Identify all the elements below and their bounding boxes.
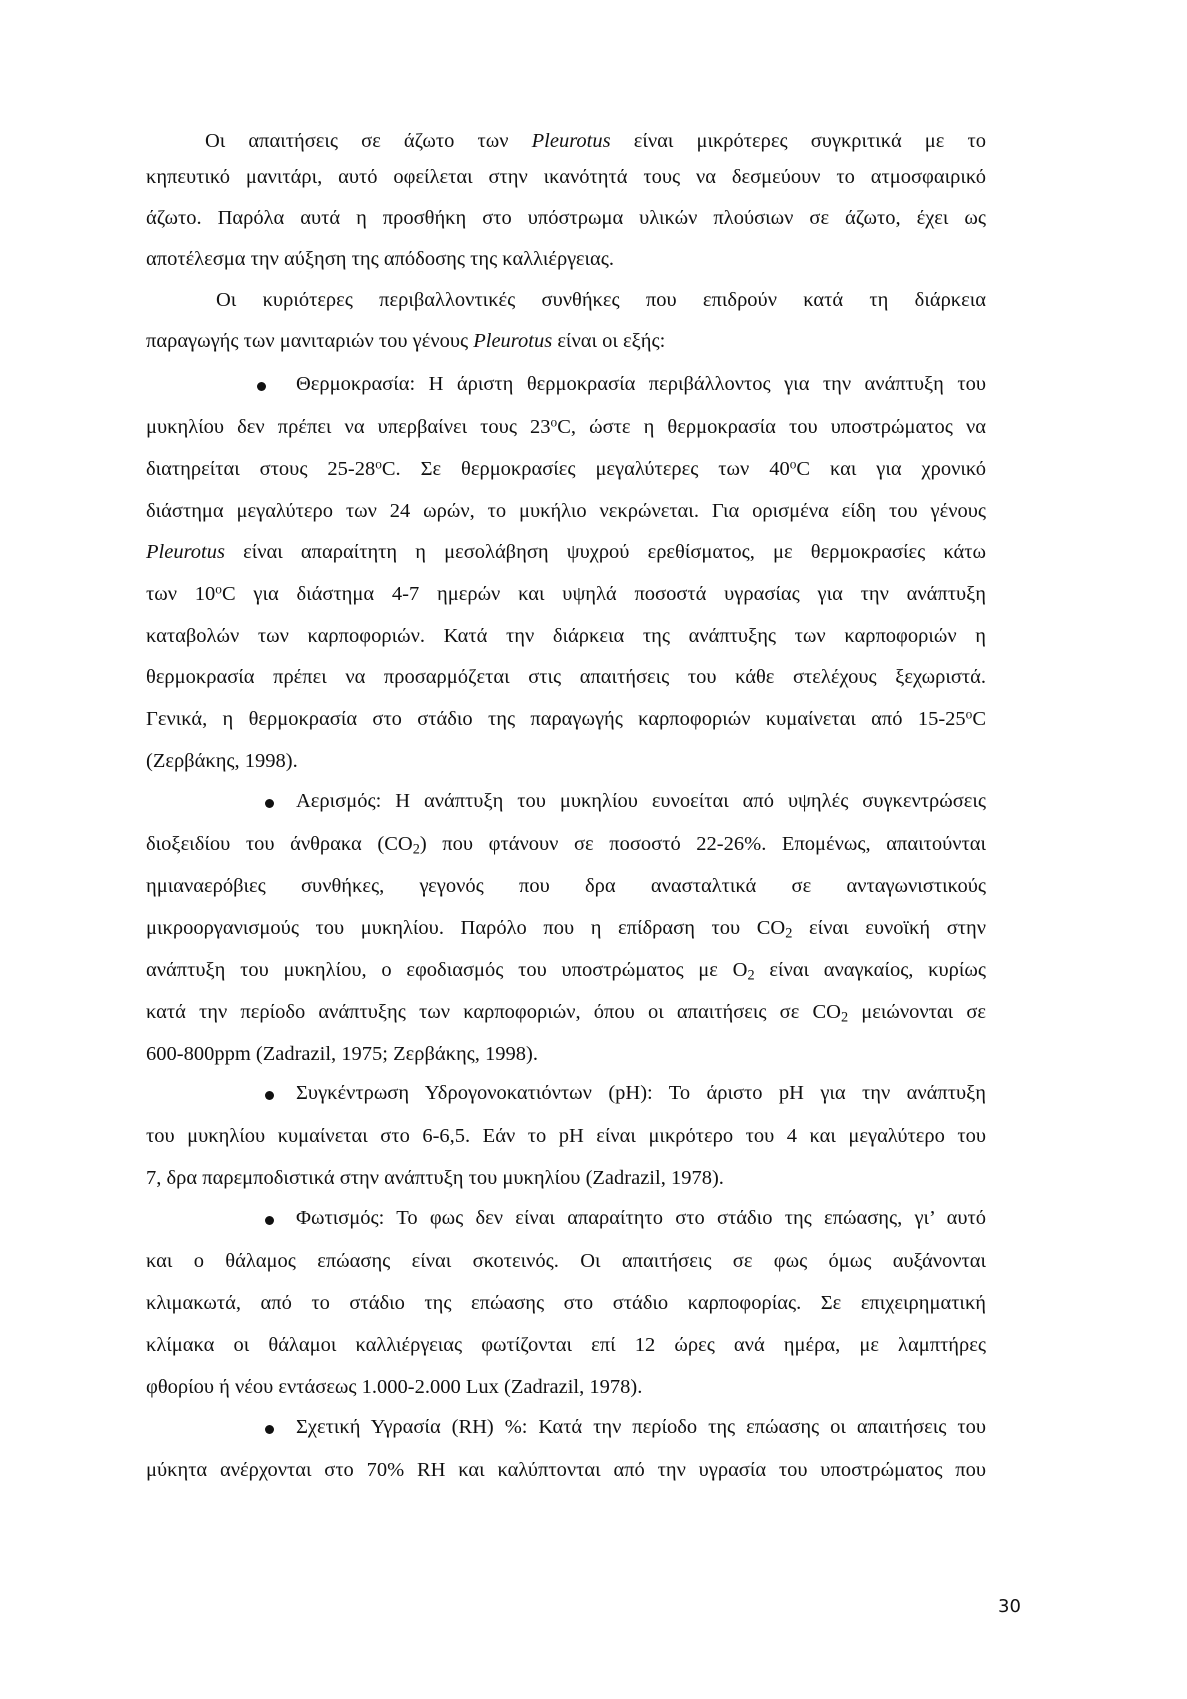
text-line: παραγωγής των μανιταριών του γένους Pleurotus είναι οι εξής: <box>146 330 666 352</box>
genus-name: Pleurotus <box>473 330 553 352</box>
text-line: μικροοργανισμούς του μυκηλίου. Παρόλο που η επίδραση του $CO_2$ είναι ευνοϊκή στην <box>146 917 986 942</box>
text-line: φθορίου ή νέου εντάσεως 1.000-2.000 Lux (Zadrazil, 1978). <box>146 1376 643 1398</box>
text-line: (Ζερβάκης, 1998). <box>146 750 298 772</box>
text-line: του μυκηλίου κυμαίνεται στο 6-6,5. Εάν το pH είναι μικρότερο του 4 και μεγαλύτερο του <box>146 1125 986 1147</box>
text-line: Οι κυριότερες περιβαλλοντικές συνθήκες που επιδρούν κατά τη διάρκεια <box>216 289 986 311</box>
text-line: Οι απαιτήσεις σε άζωτο των Pleurotus είναι μικρότερες συγκριτικά με το <box>205 130 986 152</box>
text-line: Pleurotus είναι απαραίτητη η μεσολάβηση ψυχρού ερεθίσματος, με θερμοκρασίες κάτω <box>146 541 986 563</box>
text-line: 7, δρα παρεμποδιστικά στην ανάπτυξη του μυκηλίου (Zadrazil, 1978). <box>146 1167 724 1189</box>
text-line: αποτέλεσμα την αύξηση της απόδοσης της καλλιέργειας. <box>146 248 614 270</box>
text-line: Θερμοκρασία: Η άριστη θερμοκρασία περιβάλλοντος για την ανάπτυξη του <box>296 373 986 395</box>
text-line: άζωτο. Παρόλα αυτά η προσθήκη στο υπόστρωμα υλικών πλούσιων σε άζωτο, έχει ως <box>146 207 986 229</box>
page-number: 30 <box>998 1596 1021 1617</box>
text-line: 600-800ppm (Zadrazil, 1975; Ζερβάκης, 1998). <box>146 1043 538 1065</box>
text-line: και ο θάλαμος επώασης είναι σκοτεινός. Οι απαιτήσεις σε φως όμως αυξάνονται <box>146 1250 986 1272</box>
text-line: των 10$^o$C για διάστημα 4-7 ημερών και υψηλά ποσοστά υγρασίας για την ανάπτυξη <box>146 581 986 605</box>
text-line: θερμοκρασία πρέπει να προσαρμόζεται στις απαιτήσεις του κάθε στελέχους ξεχωριστά. <box>146 666 986 688</box>
text-line: διάστημα μεγαλύτερο των 24 ωρών, το μυκήλιο νεκρώνεται. Για ορισμένα είδη του γένους <box>146 500 986 522</box>
text-line: Σχετική Υγρασία (RH) %: Κατά την περίοδο της επώασης οι απαιτήσεις του <box>296 1416 986 1438</box>
text-line: μυκηλίου δεν πρέπει να υπερβαίνει τους 23$^o$C, ώστε η θερμοκρασία του υποστρώματος να <box>146 414 986 438</box>
text-line: Συγκέντρωση Υδρογονοκατιόντων (pH): Το άριστο pH για την ανάπτυξη <box>296 1082 986 1104</box>
bullet-icon <box>265 1425 274 1434</box>
bullet-icon <box>265 1091 274 1100</box>
text-line: διοξειδίου του άνθρακα $(CO_2)$ που φτάνουν σε ποσοστό 22-26%. Επομένως, απαιτούνται <box>146 833 986 858</box>
text-line: Αερισμός: Η ανάπτυξη του μυκηλίου ευνοείται από υψηλές συγκεντρώσεις <box>296 790 986 812</box>
bullet-icon <box>257 382 266 391</box>
text-line: διατηρείται στους 25-28$^o$C. Σε θερμοκρασίες μεγαλύτερες των 40$^o$C και για χρονικό <box>146 456 986 480</box>
genus-name: Pleurotus <box>146 541 225 563</box>
text-line: κλίμακα οι θάλαμοι καλλιέργειας φωτίζονται επί 12 ώρες ανά ημέρα, με λαμπτήρες <box>146 1334 986 1356</box>
text-line: κατά την περίοδο ανάπτυξης των καρποφοριών, όπου οι απαιτήσεις σε $CO_2$ μειώνονται σε <box>146 1001 986 1026</box>
text-line: Φωτισμός: Το φως δεν είναι απαραίτητο στο στάδιο της επώασης, γι’ αυτό <box>296 1207 986 1229</box>
text-line: καταβολών των καρποφοριών. Κατά την διάρκεια της ανάπτυξης των καρποφοριών η <box>146 625 986 647</box>
bullet-icon <box>265 799 274 808</box>
text-line: κλιμακωτά, από το στάδιο της επώασης στο στάδιο καρποφορίας. Σε επιχειρηματική <box>146 1292 986 1314</box>
text-line: ανάπτυξη του μυκηλίου, ο εφοδιασμός του υποστρώματος με $O_2$ είναι αναγκαίος, κυρίως <box>146 959 987 984</box>
genus-name: Pleurotus <box>531 130 611 152</box>
text-line: μύκητα ανέρχονται στο 70% RH και καλύπτονται από την υγρασία του υποστρώματος που <box>146 1459 986 1481</box>
text-line: ημιαναερόβιες συνθήκες, γεγονός που δρα ανασταλτικά σε ανταγωνιστικούς <box>146 875 986 897</box>
text-line: κηπευτικό μανιτάρι, αυτό οφείλεται στην ικανότητά τους να δεσμεύουν το ατμοσφαιρικό <box>146 166 986 188</box>
bullet-icon <box>265 1216 274 1225</box>
text-line: Γενικά, η θερμοκρασία στο στάδιο της παραγωγής καρποφοριών κυμαίνεται από 15-25$^o$C <box>146 706 986 730</box>
